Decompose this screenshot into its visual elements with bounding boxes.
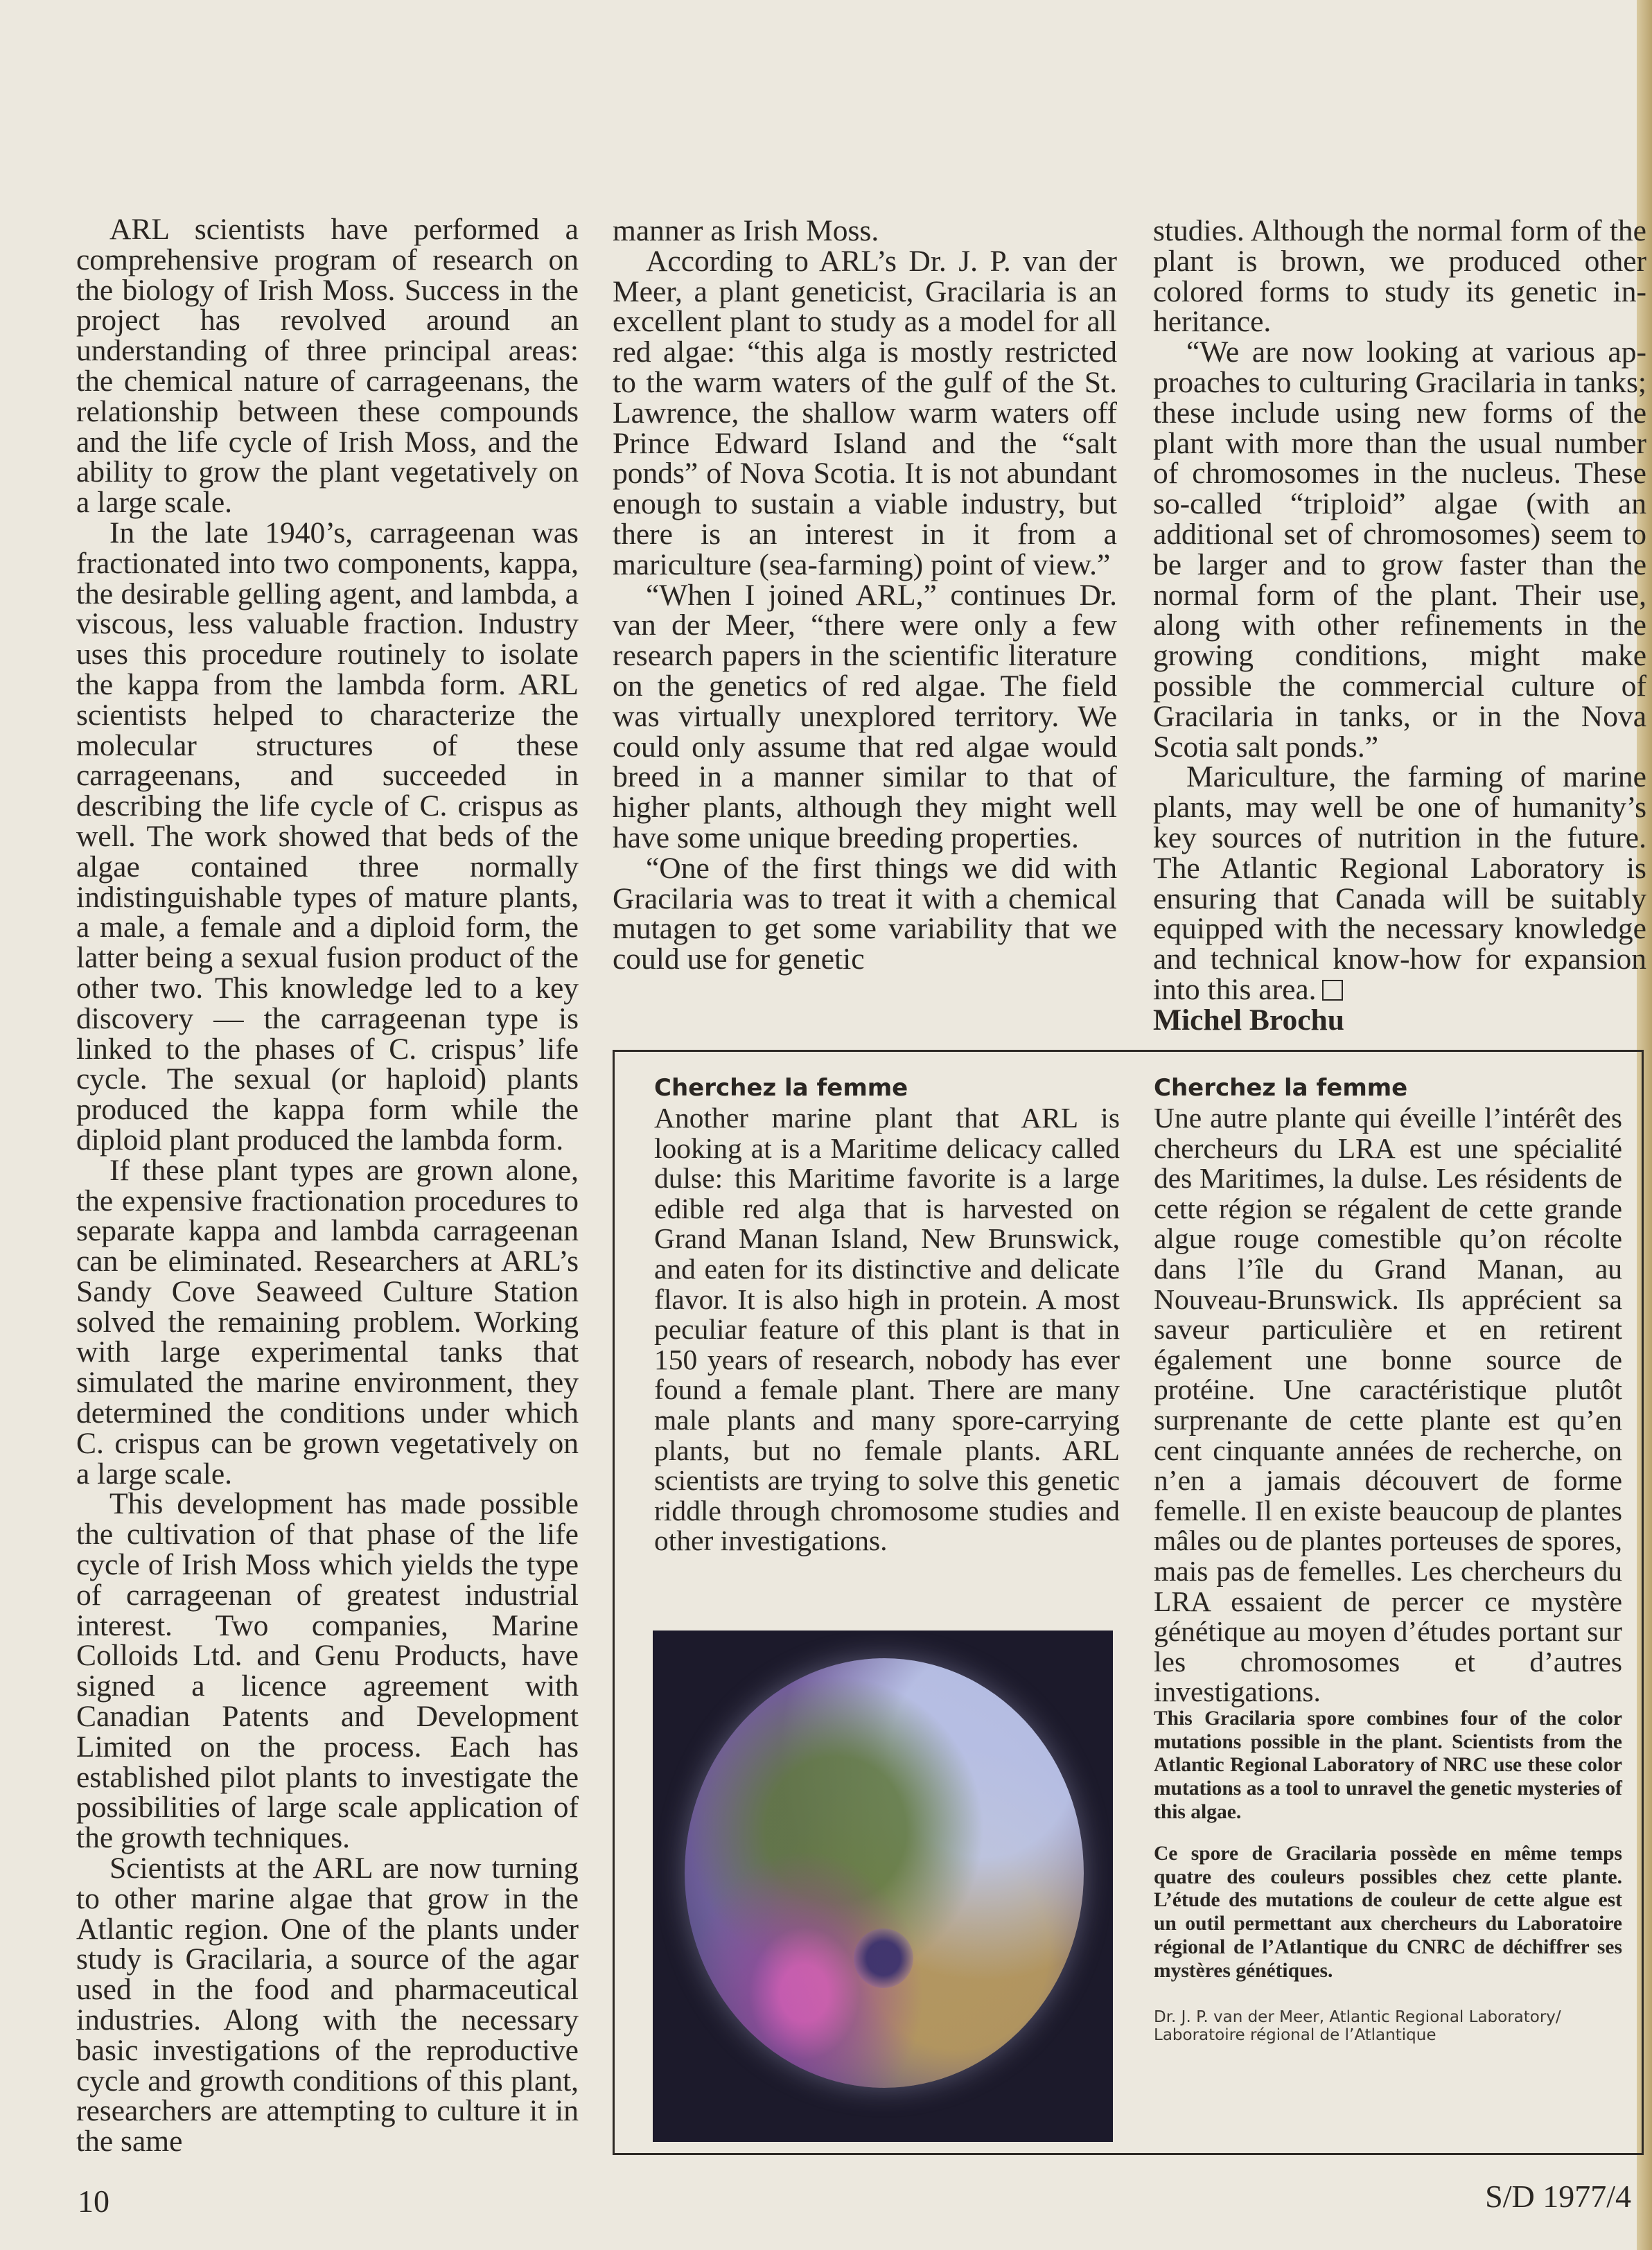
sidebar-box xyxy=(613,1050,1644,2155)
paragraph: studies. Although the normal form of the plant is brown, we produced other colored forms to study its genetic inheritance. xyxy=(1153,214,1646,339)
paragraph: If these plant types are grown alone, the expensive fractionation procedures to separate kappa and lambda carrageenan can be eliminated. Researchers at ARL’s Sandy Cove Seaweed Culture Station solved the remaining problem. Working with large experimental tanks that simulated the marine environment, they determined the conditions under which C. crispus can be grown vegetatively on a large scale. xyxy=(76,1153,579,1491)
credit-line: Dr. J. P. van der Meer, Atlantic Regional Laboratory/ xyxy=(1154,2007,1561,2026)
sidebar-title-fr: Cherchez la femme xyxy=(1154,1074,1408,1102)
publication-issue: S/D 1977/4 xyxy=(1485,2179,1631,2214)
paragraph: Scientists at the ARL are now turning to other marine algae that grow in the Atlantic region. One of the plants under study is Gracilaria, a source of the agar used in the food and pharmaceutical industries. Along with the necessary basic investigations of the reproductive cycle and growth conditions of this plant, researchers are attempting to culture it in the same xyxy=(76,1852,579,2159)
paragraph: “When I joined ARL,” continues Dr. van der Meer, “there were only a few research papers in the scientific literature on the genetics of red algae. The field was virtually unexplored territory. We could only assume that red algae would breed in a manner similar to that of higher plants, although they might well have some unique breeding properties. xyxy=(613,578,1117,854)
paragraph: “We are now looking at various approaches to culturing Gracilaria in tanks; these include using new forms of the plant with more than the usual number of chromosomes in the nucleus. These so-called “triploid” algae (with an additional set of chromosomes) seem to be larger and to grow faster than the normal form of the plant. Their use, along with other refinements in the growing conditions, might make possible the commercial culture of Gracilaria in tanks, or in the Nova Scotia salt ponds.” xyxy=(1153,335,1646,764)
article-column-3 xyxy=(1153,216,1646,1036)
paragraph-text: Mariculture, the farming of marine plants, may well be one of humanity’s key sources of nutrition in the future. The Atlantic Regional Laboratory is ensuring that Canada will be suitably equipped with the necessary knowledge and technical know-how for expansion into this area. xyxy=(1153,760,1646,1006)
paragraph: In the late 1940’s, carrageenan was fractionated into two components, kappa, the desirable gelling agent, and lambda, a viscous, less valuable fraction. Industry uses this procedure routinely to isolate the kappa from the lambda form. ARL scientists helped to characterize the molecular structures of these carrageenans, and succeeded in describing the life cycle of C. crispus as well. The work showed that beds of the algae contained three normally indistinguishable types of mature plants, a male, a female and a diploid form, the latter being a sexual fusion product of the other two. This knowledge led to a key discovery — the carrageenan type is linked to the phases of C. crispus’ life cycle. The sexual (or haploid) plants produced the kappa form while the diploid plant produced the lambda form. xyxy=(76,516,579,1157)
paragraph-final xyxy=(1153,762,1646,1005)
sidebar-text-en: Another marine plant that ARL is looking at is a Maritime delicacy called dulse: this Maritime favorite is a large edible red alga that is harvested on Grand Manan Island, New Brunswick, and eaten for its distinctive and delicate flavor. It is also high in protein. A most peculiar feature of this plant is that in 150 years of research, nobody has ever found a female plant. There are many male plants and many spore-carrying plants, but no female plants. ARL scientists are trying to solve this genetic riddle through chromosome studies and other investigations. xyxy=(654,1102,1120,1557)
paragraph: “One of the first things we did with Gracilaria was to treat it with a chemical mutagen to get some variability that we could use for genetic xyxy=(613,851,1117,976)
article-column-1 xyxy=(76,215,579,2157)
paragraph: ARL scientists have performed a comprehensive program of research on the biology of Irish Moss. Success in the project has revolved around an understanding of three principal areas: the chemical nature of carrageenans, the relationship between these compounds and the life cycle of Irish Moss, and the ability to grow the plant vegetatively on a large scale. xyxy=(76,213,579,520)
sidebar-text-fr: Une autre plante qui éveille l’intérêt des chercheurs du LRA est une spécialité des Maritimes, la dulse. Les résidents de cette région se régalent de cette grande algue rouge comestible qu’on récolte dans l’île du Grand Manan, au Nouveau-Brunswick. Ils apprécient sa saveur particulière et en retirent également une bonne source de protéine. Une caractéristique plutôt surprenante de cette plante est qu’en cent cinquante années de recherche, on n’en a jamais découvert de forme femelle. Il en existe beaucoup de plantes mâles ou de plantes porteuses de spores, mais pas de femelles. Les chercheurs du LRA essaient de percer ce mystère génétique au moyen d’études portant sur les chromosomes et d’autres investigations. xyxy=(1154,1102,1622,1708)
spore-image xyxy=(685,1658,1084,2088)
end-mark-icon xyxy=(1322,980,1343,1001)
photo-credit xyxy=(1154,2008,1622,2044)
sidebar-title-en: Cherchez la femme xyxy=(654,1074,908,1102)
paragraph: manner as Irish Moss. xyxy=(613,214,879,247)
paragraph: According to ARL’s Dr. J. P. van der Meer, a plant geneticist, Gracilaria is an excellent plant to study as a model for all red algae: “this alga is mostly restricted to the warm waters of the gulf of the St. Lawrence, the shallow warm waters off Prince Edward Island and the “salt ponds” of Nova Scotia. It is not abundant enough to sustain a viable industry, but there is an interest in it from a mariculture (sea-farming) point of view.” xyxy=(613,244,1117,581)
sidebar-french xyxy=(1154,1073,1622,2044)
spore-photo xyxy=(653,1631,1113,2142)
author-byline: Michel Brochu xyxy=(1153,1003,1344,1037)
page-number: 10 xyxy=(78,2183,109,2219)
photo-caption-fr: Ce spore de Gracilaria possède en même temps quatre des couleurs possibles chez cette plante. L’étude des mutations de couleur de cette algue est un outil permettant aux chercheurs du Laboratoire régional de l’Atlantique du CNRC de déchiffrer ses mystères génétiques. xyxy=(1154,1842,1622,1982)
credit-line: Laboratoire régional de l’Atlantique xyxy=(1154,2025,1436,2044)
photo-caption-en: This Gracilaria spore combines four of the color mutations possible in the plant. Scientists from the Atlantic Regional Laboratory of NRC use these color mutations as a tool to unravel the genetic mysteries of this algae. xyxy=(1154,1707,1622,1824)
spore-nucleus xyxy=(854,1928,913,1988)
sidebar-english xyxy=(654,1073,1120,1556)
paragraph: This development has made possible the cultivation of that phase of the life cycle of Irish Moss which yields the type of carrageenan of greatest industrial interest. Two companies, Marine Colloids Ltd. and Genu Products, have signed a licence agreement with Canadian Patents and Development Limited on the process. Each has established pilot plants to investigate the possibilities of large scale application of the growth techniques. xyxy=(76,1487,579,1855)
article-column-2 xyxy=(613,216,1117,975)
